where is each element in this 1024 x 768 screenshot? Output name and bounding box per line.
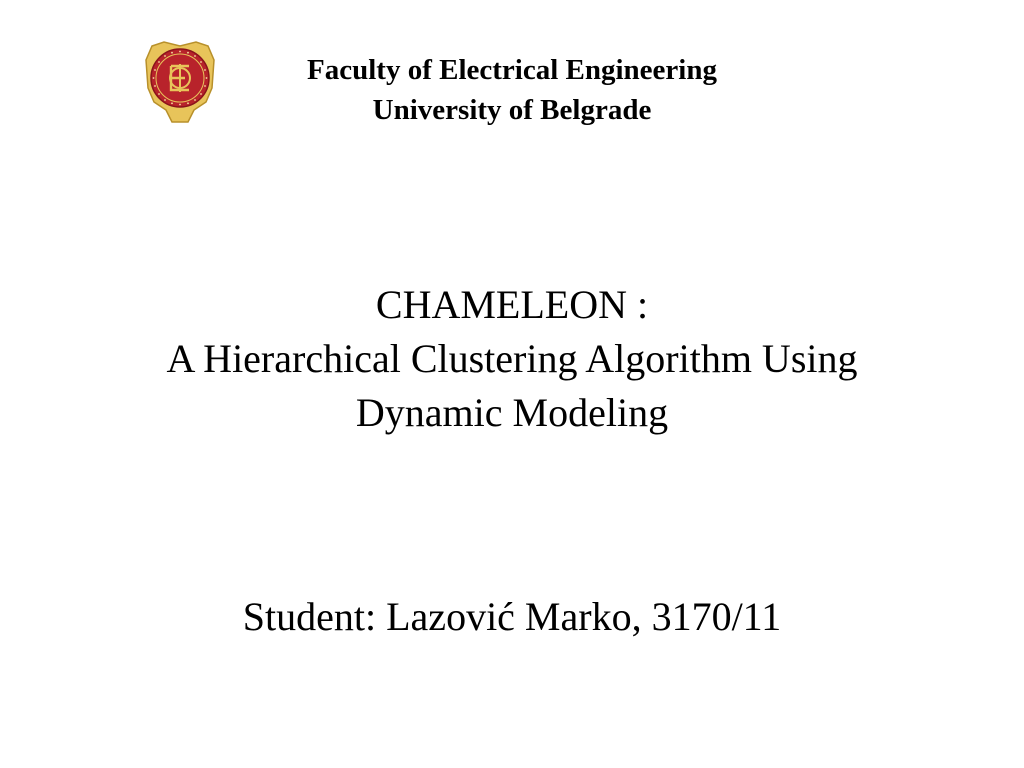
university-name: University of Belgrade [372,94,652,126]
student-info: Student: Lazović Marko, 3170/11 [242,594,782,639]
university-seal-icon [144,40,216,124]
title-line-3: Dynamic Modeling [355,390,669,435]
title-line-2: A Hierarchical Clustering Algorithm Using [166,336,858,381]
title-line-1: CHAMELEON : [375,282,649,327]
faculty-name: Faculty of Electrical Engineering [307,54,717,86]
presentation-title [0,278,1024,440]
institution-header [232,50,792,130]
